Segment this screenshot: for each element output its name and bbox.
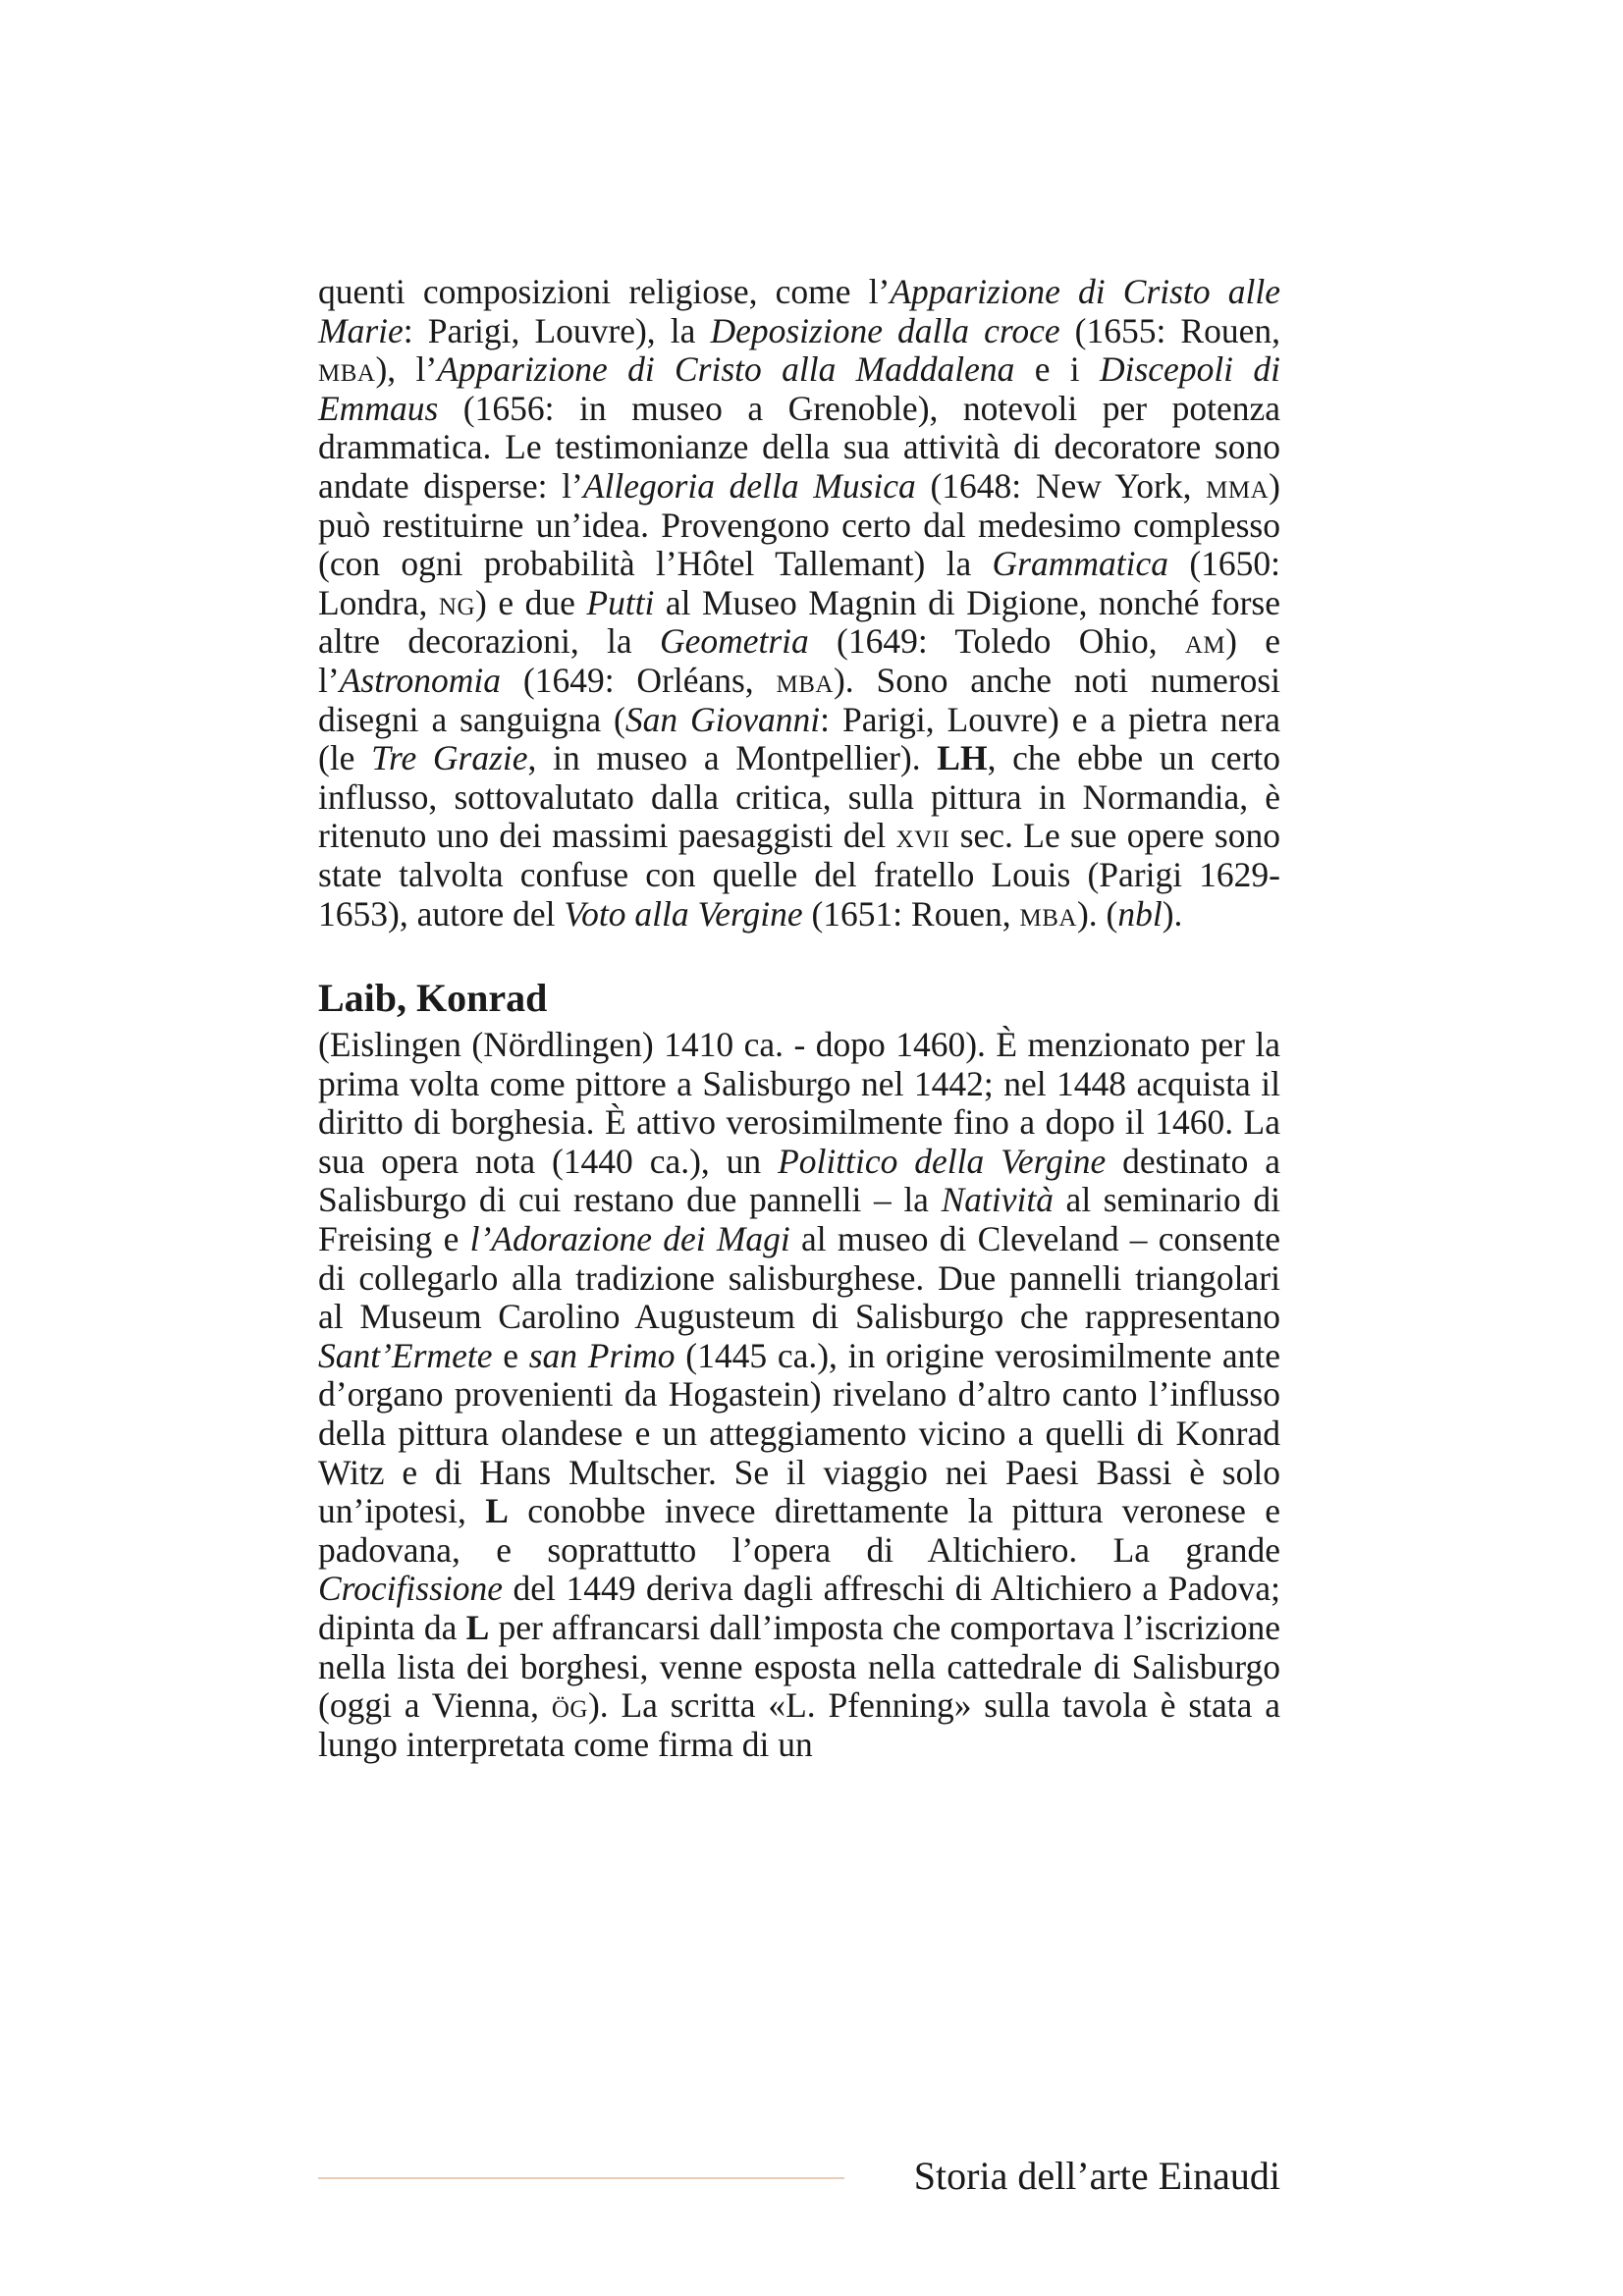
small-caps-run: ög bbox=[551, 1685, 588, 1726]
text-run: (1655: Rouen, bbox=[1059, 310, 1280, 350]
italic-run: nbl bbox=[1117, 893, 1163, 934]
text-run: (1649: Orléans, bbox=[501, 660, 777, 700]
text-run: : Parigi, Louvre) e a pietra nera (le bbox=[318, 699, 1280, 778]
text-run: e bbox=[492, 1335, 529, 1375]
text-run: ) può restituirne un’idea. Provengono certo dal medesimo complesso (con ogni probabilità l’Hôtel Tallemant) la bbox=[318, 465, 1280, 584]
text-run: al seminario di Freising e bbox=[318, 1180, 1280, 1259]
text-run: (1651: Rouen, bbox=[802, 893, 1020, 934]
text-run: ) e l’ bbox=[318, 621, 1280, 700]
bold-run: LH bbox=[937, 738, 988, 778]
text-run: (1649: Toledo Ohio, bbox=[808, 621, 1185, 662]
entry-heading: Laib, Konrad bbox=[318, 976, 548, 1021]
text-run: ), l’ bbox=[375, 349, 438, 390]
italic-run: Natività bbox=[941, 1180, 1054, 1220]
italic-run: Putti bbox=[586, 582, 655, 622]
text-run: al museo di Cleveland – consente di collegarlo alla tradizione salisburghese. Due pannelli triangolari al Museum Carolino Augusteum di Salisburgo che rappresentano bbox=[318, 1219, 1280, 1337]
footer-rule bbox=[318, 2177, 844, 2179]
bold-run: L bbox=[485, 1491, 509, 1531]
text-run: (1445 ca.), in origine verosimilmente ante d’organo provenienti da Hogastein) rivelano d’altro canto l’influsso della pittura olandese e un atteggiamento vicino a quelli di Konrad Witz e di Hans Multscher. Se il viaggio nei Paesi Bassi è solo un’ipotesi, bbox=[318, 1335, 1280, 1531]
small-caps-run: mba bbox=[1019, 893, 1077, 934]
small-caps-run: ng bbox=[438, 582, 476, 622]
text-run: ). ( bbox=[1076, 893, 1118, 934]
text-run: al Museo Magnin di Digione, nonché forse altre decorazioni, la bbox=[318, 582, 1281, 662]
small-caps-run: mma bbox=[1206, 465, 1270, 506]
small-caps-run: mba bbox=[776, 660, 834, 700]
text-run: sec. Le sue opere sono state talvolta confuse con quelle del fratello Louis (Parigi 1629-1653), autore del bbox=[318, 816, 1280, 934]
text-run: (1656: in museo a Grenoble), notevoli per potenza drammatica. Le testimonianze della sua attività di decoratore sono andate disperse: l’ bbox=[318, 388, 1280, 506]
text-run: : Parigi, Louvre), la bbox=[403, 310, 711, 350]
italic-run: Deposizione dalla croce bbox=[710, 310, 1060, 350]
italic-run: Allegoria della Musica bbox=[582, 465, 916, 506]
italic-run: Grammatica bbox=[992, 544, 1169, 584]
italic-run: san Primo bbox=[528, 1335, 676, 1375]
small-caps-run: xvii bbox=[895, 816, 950, 856]
italic-run: Geometria bbox=[659, 621, 809, 662]
page-body bbox=[318, 273, 1280, 1764]
italic-run: l’Adorazione dei Magi bbox=[469, 1219, 790, 1259]
entry-continuation-text bbox=[318, 273, 1280, 934]
text-run: del 1449 deriva dagli affreschi di Altichiero a Padova; dipinta da bbox=[318, 1569, 1280, 1647]
italic-run: Astronomia bbox=[339, 660, 502, 700]
italic-run: Apparizione di Cristo alla Maddalena bbox=[437, 349, 1015, 390]
text-run: (1650: Londra, bbox=[318, 544, 1280, 622]
italic-run: Tre Grazie bbox=[371, 738, 528, 778]
text-run: ). Sono anche noti numerosi disegni a sanguigna ( bbox=[318, 660, 1280, 739]
text-run: destinato a Salisburgo di cui restano due pannelli – la bbox=[318, 1141, 1280, 1220]
footer-title: Storia dell’arte Einaudi bbox=[913, 2154, 1280, 2198]
italic-run: Apparizione di Cristo alle Marie bbox=[318, 272, 1280, 350]
entry-body-text bbox=[318, 1026, 1280, 1764]
italic-run: Crocifissione bbox=[318, 1569, 504, 1609]
bold-run: L bbox=[465, 1608, 490, 1647]
small-caps-run: am bbox=[1184, 621, 1226, 662]
italic-run: Discepoli di Emmaus bbox=[318, 349, 1280, 428]
italic-run: Voto alla Vergine bbox=[564, 893, 803, 934]
text-run: ). La scritta «L. Pfenning» sulla tavola è stata a lungo interpretata come firma di un bbox=[318, 1685, 1281, 1764]
text-run: conobbe invece direttamente la pittura veronese e padovana, e soprattutto l’opera di Altichiero. La grande bbox=[318, 1491, 1281, 1570]
text-run: ). bbox=[1162, 893, 1183, 934]
text-run: per affrancarsi dall’imposta che comportava l’iscrizione nella lista dei borghesi, venne esposta nella cattedrale di Salisburgo (oggi a Vienna, bbox=[318, 1608, 1281, 1726]
italic-run: San Giovanni bbox=[624, 699, 821, 739]
italic-run: Sant’Ermete bbox=[318, 1335, 493, 1375]
text-run: quenti composizioni religiose, come l’ bbox=[318, 272, 891, 311]
italic-run: Polittico della Vergine bbox=[778, 1141, 1107, 1181]
text-run: , che ebbe un certo influsso, sottovalutato dalla critica, sulla pittura in Normandia, è ritenuto uno dei massimi paesaggisti del bbox=[318, 738, 1281, 856]
text-run: (1648: New York, bbox=[915, 465, 1207, 506]
text-run: ) e due bbox=[475, 582, 587, 622]
small-caps-run: mba bbox=[318, 349, 376, 390]
text-run: , in museo a Montpellier). bbox=[527, 738, 938, 778]
text-run: (Eislingen (Nördlingen) 1410 ca. - dopo 1460). È menzionato per la prima volta come pittore a Salisburgo nel 1442; nel 1448 acquista il diritto di borghesia. È attivo verosimilmente fino a dopo il 1460. La sua opera nota (1440 ca.), un bbox=[318, 1025, 1280, 1181]
text-run: e i bbox=[1014, 349, 1100, 390]
